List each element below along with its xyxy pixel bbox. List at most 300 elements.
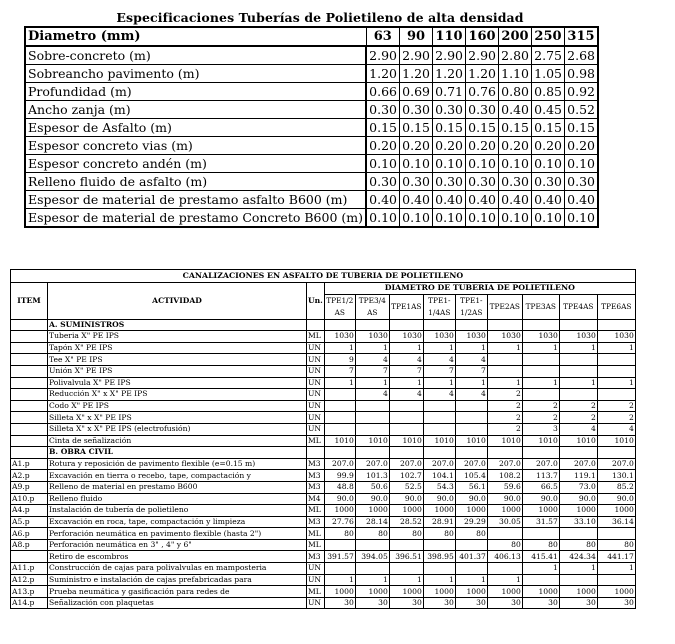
- quantity-cell: 1: [423, 377, 455, 389]
- item-cell: A6.p: [11, 528, 48, 540]
- quantity-cell: 90.0: [597, 493, 635, 505]
- quantity-cell: 1000: [389, 505, 423, 517]
- spec-value: 2.80: [499, 46, 532, 65]
- quantity-cell: [324, 539, 355, 551]
- spec-value: 1.20: [466, 65, 499, 83]
- quantity-cell: 28.91: [423, 516, 455, 528]
- quantity-cell: 1000: [487, 505, 522, 517]
- table2-title: CANALIZACIONES EN ASFALTO DE TUBERIA DE POLIETILENO: [11, 270, 636, 283]
- quantity-cell: 401.37: [455, 551, 487, 563]
- quantity-cell: [559, 365, 597, 377]
- activity-cell: Tapón X" PE IPS: [48, 342, 307, 354]
- quantity-cell: 1: [324, 574, 355, 586]
- unit-cell: [307, 319, 325, 331]
- quantity-cell: 28.14: [355, 516, 389, 528]
- section-row: [11, 319, 636, 331]
- unit-cell: ML: [307, 505, 325, 517]
- quantity-cell: 1: [559, 377, 597, 389]
- item-cell: A8.p: [11, 539, 48, 551]
- activity-row: [11, 423, 636, 435]
- quantity-cell: [324, 400, 355, 412]
- spec-row: [25, 46, 598, 65]
- quantity-cell: 90.0: [324, 493, 355, 505]
- quantity-cell: [522, 574, 559, 586]
- quantity-cell: 4: [597, 423, 635, 435]
- quantity-cell: 2: [487, 412, 522, 424]
- quantity-cell: 1030: [423, 331, 455, 343]
- activity-row: [11, 586, 636, 598]
- spec-value: 0.10: [433, 155, 466, 173]
- quantity-cell: [455, 319, 487, 331]
- table1-body: [25, 46, 598, 227]
- quantity-cell: 1: [487, 574, 522, 586]
- quantity-cell: [423, 423, 455, 435]
- spec-value: 0.40: [499, 191, 532, 209]
- quantity-cell: 101.3: [355, 470, 389, 482]
- activity-row: [11, 505, 636, 517]
- quantity-cell: 30: [324, 597, 355, 609]
- pipe-column-header: TPE1/2 AS: [324, 294, 355, 319]
- activity-cell: Tuberia X" PE IPS: [48, 331, 307, 343]
- quantity-cell: [455, 412, 487, 424]
- spec-value: 0.71: [433, 83, 466, 101]
- unit-cell: ML: [307, 331, 325, 343]
- spec-value: 0.20: [499, 137, 532, 155]
- activity-row: [11, 377, 636, 389]
- quantity-cell: 1010: [597, 435, 635, 447]
- pipe-column-header: TPE3AS: [522, 294, 559, 319]
- quantity-cell: 4: [389, 354, 423, 366]
- quantity-cell: [559, 447, 597, 459]
- activity-cell: Señalización con plaquetas: [48, 597, 307, 609]
- diameter-header: 315: [565, 27, 599, 46]
- spec-value: 2.90: [466, 46, 499, 65]
- spec-value: 0.10: [433, 209, 466, 228]
- quantity-cell: 207.0: [455, 458, 487, 470]
- quantity-cell: 90.0: [487, 493, 522, 505]
- spec-value: 0.15: [565, 119, 599, 137]
- quantity-cell: 1000: [522, 586, 559, 598]
- unit-cell: UN: [307, 574, 325, 586]
- pipe-column-header: TPE6AS: [597, 294, 635, 319]
- quantity-cell: 207.0: [389, 458, 423, 470]
- quantity-cell: 1: [455, 574, 487, 586]
- quantity-cell: 119.1: [559, 470, 597, 482]
- item-cell: A9.p: [11, 481, 48, 493]
- item-cell: [11, 412, 48, 424]
- quantity-cell: 85.2: [597, 481, 635, 493]
- spec-value: 1.20: [433, 65, 466, 83]
- activity-row: [11, 470, 636, 482]
- quantity-cell: 1010: [324, 435, 355, 447]
- quantity-cell: 207.0: [522, 458, 559, 470]
- spec-value: 0.92: [565, 83, 599, 101]
- item-cell: [11, 423, 48, 435]
- spec-row: [25, 191, 598, 209]
- quantity-cell: 391.57: [324, 551, 355, 563]
- activity-row: [11, 331, 636, 343]
- quantity-cell: [487, 354, 522, 366]
- quantity-cell: 30: [597, 597, 635, 609]
- quantity-cell: 1: [423, 574, 455, 586]
- diameter-header: 200: [499, 27, 532, 46]
- spec-value: 0.30: [400, 101, 433, 119]
- quantity-cell: 4: [455, 354, 487, 366]
- diameter-header: 160: [466, 27, 499, 46]
- diameter-header: 250: [532, 27, 565, 46]
- quantity-cell: [597, 528, 635, 540]
- spec-value: 0.40: [532, 191, 565, 209]
- unit-cell: UN: [307, 342, 325, 354]
- quantity-cell: [522, 389, 559, 401]
- spec-row: [25, 209, 598, 228]
- quantity-cell: 2: [559, 412, 597, 424]
- spec-value: 0.15: [366, 119, 400, 137]
- quantity-cell: 30: [455, 597, 487, 609]
- pipe-column-header: TPE1- 1/4AS: [423, 294, 455, 319]
- activity-cell: Tee X" PE IPS: [48, 354, 307, 366]
- diameter-group-header: DIAMETRO DE TUBERIA DE POLIETILENO: [324, 283, 635, 295]
- unit-cell: [307, 447, 325, 459]
- quantity-cell: [487, 528, 522, 540]
- unit-cell: UN: [307, 423, 325, 435]
- quantity-cell: 1000: [597, 505, 635, 517]
- spec-value: 1.20: [400, 65, 433, 83]
- quantity-cell: 33.10: [559, 516, 597, 528]
- quantity-cell: [522, 447, 559, 459]
- activity-cell: Retiro de escombros: [48, 551, 307, 563]
- unit-cell: UN: [307, 389, 325, 401]
- quantity-cell: [324, 319, 355, 331]
- quantity-cell: [559, 574, 597, 586]
- quantity-cell: 2: [487, 400, 522, 412]
- quantity-cell: 4: [355, 389, 389, 401]
- quantity-cell: [389, 539, 423, 551]
- spec-label: Sobreancho pavimento (m): [25, 65, 366, 83]
- quantity-cell: 80: [522, 539, 559, 551]
- quantity-cell: 80: [355, 528, 389, 540]
- quantity-cell: 1000: [597, 586, 635, 598]
- spec-value: 0.10: [499, 209, 532, 228]
- quantity-cell: 1030: [355, 331, 389, 343]
- activity-row: [11, 481, 636, 493]
- spec-value: 0.20: [366, 137, 400, 155]
- quantity-cell: 1000: [423, 586, 455, 598]
- item-cell: [11, 435, 48, 447]
- spec-value: 0.30: [366, 101, 400, 119]
- quantity-cell: 130.1: [597, 470, 635, 482]
- quantity-cell: [324, 447, 355, 459]
- spec-value: 2.90: [366, 46, 400, 65]
- quantity-cell: 1: [597, 563, 635, 575]
- quantity-cell: 1: [324, 342, 355, 354]
- activity-cell: A. SUMINISTROS: [48, 319, 307, 331]
- activity-row: [11, 528, 636, 540]
- spec-value: 0.66: [366, 83, 400, 101]
- unit-cell: M3: [307, 481, 325, 493]
- spec-value: 0.10: [565, 155, 599, 173]
- quantity-cell: 1000: [355, 586, 389, 598]
- unit-cell: UN: [307, 354, 325, 366]
- quantity-cell: 1: [389, 377, 423, 389]
- spec-value: 0.10: [466, 155, 499, 173]
- quantity-cell: 30: [389, 597, 423, 609]
- unit-cell: UN: [307, 365, 325, 377]
- quantity-cell: 398.95: [423, 551, 455, 563]
- quantity-cell: 1: [559, 342, 597, 354]
- spec-value: 0.10: [499, 155, 532, 173]
- quantity-cell: 29.29: [455, 516, 487, 528]
- quantity-cell: [389, 423, 423, 435]
- quantity-cell: 1: [355, 574, 389, 586]
- spec-value: 0.80: [499, 83, 532, 101]
- quantity-cell: 30.05: [487, 516, 522, 528]
- quantity-cell: 7: [455, 365, 487, 377]
- item-cell: [11, 551, 48, 563]
- pipe-specs-table: [24, 26, 599, 228]
- unit-cell: ML: [307, 528, 325, 540]
- table2-body: [11, 319, 636, 609]
- quantity-cell: [355, 563, 389, 575]
- spec-label: Espesor de Asfalto (m): [25, 119, 366, 137]
- spec-value: 0.10: [400, 155, 433, 173]
- quantity-cell: 1: [324, 377, 355, 389]
- quantity-cell: 80: [487, 539, 522, 551]
- spec-value: 2.90: [400, 46, 433, 65]
- spec-value: 0.52: [565, 101, 599, 119]
- quantity-cell: [389, 563, 423, 575]
- quantity-cell: [597, 574, 635, 586]
- quantity-cell: 30: [423, 597, 455, 609]
- spec-value: 0.10: [400, 209, 433, 228]
- activity-cell: Rotura y reposición de pavimento flexible (e=0.15 m): [48, 458, 307, 470]
- quantity-cell: 2: [559, 400, 597, 412]
- spec-row: [25, 101, 598, 119]
- quantity-cell: 1030: [559, 331, 597, 343]
- quantity-cell: 1000: [355, 505, 389, 517]
- spec-value: 1.10: [499, 65, 532, 83]
- quantity-cell: 4: [389, 389, 423, 401]
- item-cell: A12.p: [11, 574, 48, 586]
- quantity-cell: 424.34: [559, 551, 597, 563]
- quantity-cell: [389, 400, 423, 412]
- quantity-cell: 2: [597, 400, 635, 412]
- quantity-cell: 1030: [597, 331, 635, 343]
- unit-cell: ML: [307, 586, 325, 598]
- spec-value: 0.20: [532, 137, 565, 155]
- spec-row: [25, 119, 598, 137]
- quantity-cell: [423, 412, 455, 424]
- quantity-cell: 1: [389, 342, 423, 354]
- spec-value: 0.10: [532, 209, 565, 228]
- quantity-cell: 2: [522, 400, 559, 412]
- pipe-column-header: TPE3/4 AS: [355, 294, 389, 319]
- spec-row: [25, 137, 598, 155]
- quantity-cell: 54.3: [423, 481, 455, 493]
- spec-value: 0.10: [532, 155, 565, 173]
- quantity-cell: [487, 447, 522, 459]
- spec-value: 2.90: [433, 46, 466, 65]
- table1-header-row: [25, 27, 598, 46]
- quantity-cell: 1: [487, 342, 522, 354]
- quantity-cell: 1030: [389, 331, 423, 343]
- unit-header: Un.: [307, 283, 325, 320]
- quantity-cell: 31.57: [522, 516, 559, 528]
- item-cell: A14.p: [11, 597, 48, 609]
- spec-value: 1.05: [532, 65, 565, 83]
- quantity-cell: 4: [423, 354, 455, 366]
- diameter-header: 110: [433, 27, 466, 46]
- spec-value: 0.30: [466, 173, 499, 191]
- item-cell: [11, 389, 48, 401]
- unit-cell: UN: [307, 412, 325, 424]
- quantity-cell: [597, 447, 635, 459]
- quantity-cell: 1000: [455, 586, 487, 598]
- spec-label: Espesor de material de prestamo asfalto B600 (m): [25, 191, 366, 209]
- item-cell: [11, 377, 48, 389]
- spec-value: 0.30: [433, 101, 466, 119]
- activity-header: ACTIVIDAD: [48, 283, 307, 320]
- quantity-cell: [522, 354, 559, 366]
- item-cell: A10.p: [11, 493, 48, 505]
- quantity-cell: 30: [487, 597, 522, 609]
- quantity-cell: 207.0: [487, 458, 522, 470]
- quantity-cell: 1010: [355, 435, 389, 447]
- spec-value: 0.10: [366, 209, 400, 228]
- quantity-cell: 1000: [559, 505, 597, 517]
- spec-value: 0.40: [433, 191, 466, 209]
- unit-cell: ML: [307, 435, 325, 447]
- quantity-cell: 9: [324, 354, 355, 366]
- quantity-cell: 207.0: [324, 458, 355, 470]
- quantity-cell: 1: [355, 377, 389, 389]
- activity-cell: Excavación en roca, tape, compactación y limpieza: [48, 516, 307, 528]
- item-cell: [11, 342, 48, 354]
- spec-row: [25, 65, 598, 83]
- quantity-cell: [597, 389, 635, 401]
- activity-cell: Cinta de señalización: [48, 435, 307, 447]
- spec-value: 0.10: [565, 209, 599, 228]
- quantity-cell: [389, 319, 423, 331]
- diameter-header: 63: [366, 27, 400, 46]
- item-cell: [11, 400, 48, 412]
- unit-cell: ML: [307, 539, 325, 551]
- item-cell: A2.p: [11, 470, 48, 482]
- quantity-cell: [455, 539, 487, 551]
- quantity-cell: [455, 563, 487, 575]
- quantity-cell: 396.51: [389, 551, 423, 563]
- spec-value: 0.85: [532, 83, 565, 101]
- quantity-cell: 80: [597, 539, 635, 551]
- spec-label: Espesor de material de prestamo Concreto B600 (m): [25, 209, 366, 228]
- spec-value: 0.40: [466, 191, 499, 209]
- item-cell: A5.p: [11, 516, 48, 528]
- quantity-cell: 1030: [324, 331, 355, 343]
- unit-cell: M3: [307, 551, 325, 563]
- quantity-cell: 7: [423, 365, 455, 377]
- item-cell: [11, 447, 48, 459]
- item-cell: A13.p: [11, 586, 48, 598]
- spec-row: [25, 173, 598, 191]
- activity-cell: Instalación de tubería de polietileno: [48, 505, 307, 517]
- spec-value: 0.40: [565, 191, 599, 209]
- spec-label: Sobre-concreto (m): [25, 46, 366, 65]
- quantity-cell: [324, 563, 355, 575]
- quantity-cell: 48.8: [324, 481, 355, 493]
- quantity-cell: [389, 412, 423, 424]
- spec-value: 0.76: [466, 83, 499, 101]
- quantity-cell: 1000: [559, 586, 597, 598]
- item-cell: A4.p: [11, 505, 48, 517]
- activity-row: [11, 493, 636, 505]
- activity-cell: Reducción X" x X" PE IPS: [48, 389, 307, 401]
- quantity-cell: 1010: [423, 435, 455, 447]
- quantity-cell: 66.5: [522, 481, 559, 493]
- quantity-cell: [324, 389, 355, 401]
- activity-cell: Silleta X" x X" PE IPS (electrofusión): [48, 423, 307, 435]
- quantity-cell: 99.9: [324, 470, 355, 482]
- pipe-column-header: TPE4AS: [559, 294, 597, 319]
- quantity-cell: 59.6: [487, 481, 522, 493]
- quantity-cell: 1: [487, 377, 522, 389]
- quantity-cell: 1000: [455, 505, 487, 517]
- quantity-cell: [355, 412, 389, 424]
- spec-value: 0.69: [400, 83, 433, 101]
- activity-row: [11, 551, 636, 563]
- spec-value: 0.30: [565, 173, 599, 191]
- activity-cell: B. OBRA CIVIL: [48, 447, 307, 459]
- unit-cell: M4: [307, 493, 325, 505]
- activity-cell: Relleno de material en prestamo B600: [48, 481, 307, 493]
- spec-value: 0.30: [400, 173, 433, 191]
- spec-value: 2.75: [532, 46, 565, 65]
- quantity-cell: 1: [597, 377, 635, 389]
- activity-row: [11, 365, 636, 377]
- quantity-cell: 80: [559, 539, 597, 551]
- quantity-cell: 1000: [324, 505, 355, 517]
- quantity-cell: 1010: [522, 435, 559, 447]
- pipe-column-header: TPE2AS: [487, 294, 522, 319]
- item-cell: [11, 354, 48, 366]
- activity-row: [11, 516, 636, 528]
- quantity-cell: 1: [522, 342, 559, 354]
- quantity-cell: 1000: [389, 586, 423, 598]
- activity-row: [11, 458, 636, 470]
- quantity-cell: [559, 389, 597, 401]
- quantity-cell: 90.0: [559, 493, 597, 505]
- quantity-cell: 7: [389, 365, 423, 377]
- quantity-cell: 7: [324, 365, 355, 377]
- activity-row: [11, 342, 636, 354]
- spec-value: 0.10: [466, 209, 499, 228]
- quantity-cell: 1010: [455, 435, 487, 447]
- table2-title-row: [11, 270, 636, 283]
- quantity-cell: 207.0: [559, 458, 597, 470]
- spec-value: 2.68: [565, 46, 599, 65]
- quantity-cell: 80: [324, 528, 355, 540]
- quantity-cell: 90.0: [355, 493, 389, 505]
- quantity-cell: 80: [423, 528, 455, 540]
- quantity-cell: 4: [355, 354, 389, 366]
- quantity-cell: 1000: [423, 505, 455, 517]
- activity-row: [11, 389, 636, 401]
- quantity-cell: 1030: [487, 331, 522, 343]
- quantity-cell: [487, 319, 522, 331]
- quantity-cell: 30: [355, 597, 389, 609]
- canalizaciones-table: [10, 269, 636, 609]
- quantity-cell: 1030: [455, 331, 487, 343]
- activity-row: [11, 539, 636, 551]
